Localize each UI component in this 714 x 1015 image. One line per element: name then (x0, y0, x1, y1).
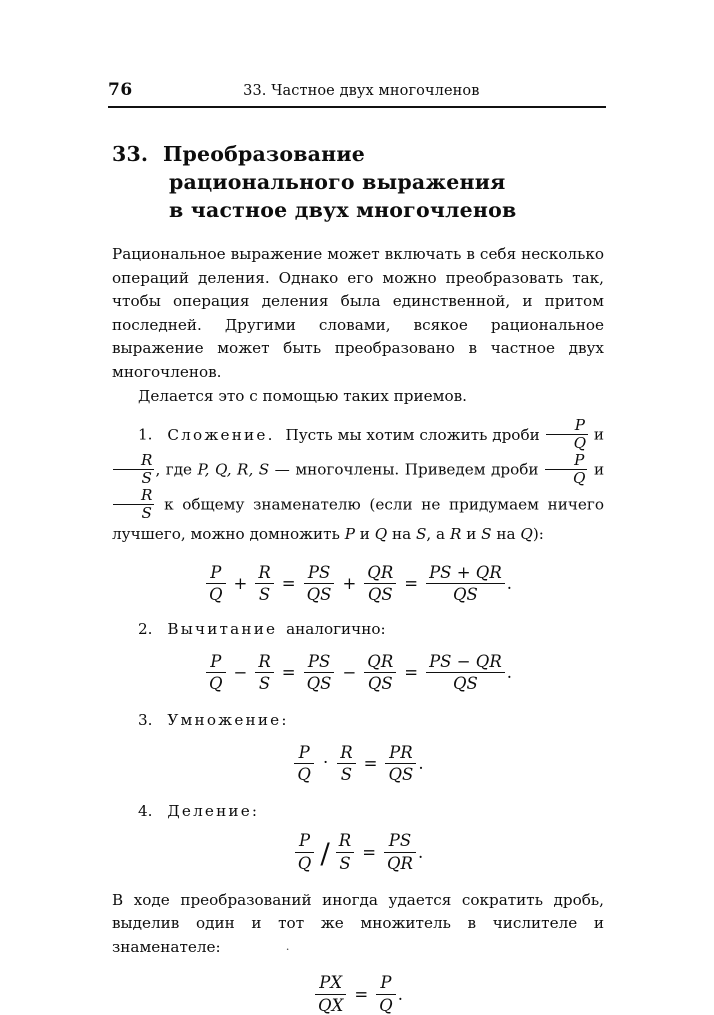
numerator: QR (367, 562, 394, 582)
equation-multiplication (112, 743, 604, 784)
equation-period: . (506, 662, 512, 682)
denominator: QS (304, 672, 335, 693)
plus-operator-2: + (342, 573, 357, 593)
footer-mark: . (286, 938, 290, 953)
item-1-sym-r: R (449, 525, 462, 544)
section-heading-line-1: 33. Преобразование (112, 142, 365, 166)
item-1-sym-q2: Q (520, 525, 533, 544)
section-heading-line-3: в частное двух многочленов (169, 198, 517, 222)
fraction-r-over-s (255, 563, 273, 604)
numerator: P (298, 831, 311, 851)
equation-period: . (418, 753, 424, 773)
division-slash: / (320, 836, 330, 870)
numerator: R (141, 486, 153, 505)
denominator: Q (295, 852, 315, 873)
denominator: QS (304, 583, 335, 604)
numerator: R (258, 562, 271, 582)
denominator: Q (206, 583, 226, 604)
fraction-px-over-qx (315, 973, 346, 1014)
equation-reduction (112, 973, 604, 1014)
fraction-sum-over-qs (426, 563, 505, 604)
minus-operator: − (233, 662, 248, 682)
item-1-number: 1. (138, 425, 153, 444)
plus-operator: + (233, 573, 248, 593)
item-1-keyword: Сложение. (167, 425, 275, 444)
section-heading-line-2: рационального выражения (169, 170, 506, 194)
numerator: PS + QR (429, 562, 502, 582)
fraction-r-over-s (255, 652, 273, 693)
fraction-pr-over-qs (385, 743, 416, 784)
item-1-text-13: , а (426, 525, 446, 544)
header-rule (108, 106, 606, 108)
equals-operator: = (281, 573, 296, 593)
fraction-p-over-q (294, 743, 314, 784)
numerator: PX (319, 973, 343, 993)
denominator: S (336, 852, 354, 873)
item-1-text-5: — многочлены. Приведем дроби (274, 460, 539, 479)
numerator: R (338, 831, 352, 851)
equation-period: . (397, 984, 403, 1004)
page-number: 76 (108, 80, 133, 100)
equals-operator: = (354, 984, 369, 1004)
fraction-diff-over-qs (426, 652, 505, 693)
item-1-sym-s2: S (481, 525, 492, 544)
item-1-text-1: Пусть мы хотим сложить дроби (285, 425, 540, 444)
item-1-sym-s: S (416, 525, 427, 544)
fraction-ps-over-qs-2 (304, 652, 335, 693)
denominator: Q (294, 763, 314, 784)
equation-division (112, 831, 604, 872)
numerator: PS (307, 562, 331, 582)
item-1-text-11: на (391, 525, 412, 544)
denominator: QS (426, 583, 505, 604)
fraction-ps-over-qs-1 (304, 563, 335, 604)
denominator: S (113, 469, 154, 487)
running-head (108, 80, 608, 100)
numerator: P (298, 742, 310, 762)
numerator: PR (389, 742, 413, 762)
paragraph-methods: Делается это с помощью таких приемов. (138, 386, 467, 405)
body-text (112, 243, 604, 1015)
equation-period: . (417, 842, 424, 862)
fraction-qr-over-qs (364, 563, 396, 604)
fraction-p-over-q (295, 831, 315, 872)
denominator: S (337, 763, 355, 784)
item-2-keyword: Вычитание (167, 620, 278, 639)
numerator: PS (307, 651, 331, 671)
minus-operator-2: − (342, 662, 357, 682)
item-3-keyword: Умножение: (167, 710, 289, 729)
denominator: QS (364, 583, 396, 604)
item-1-symbols-list: P, Q, R, S (197, 460, 270, 479)
item-1-sym-q: Q (374, 525, 388, 544)
item-3-number: 3. (138, 710, 153, 729)
fraction-ps-over-qr (384, 831, 416, 872)
numerator: QR (367, 651, 394, 671)
denominator: S (255, 672, 273, 693)
paragraph-intro: Рациональное выражение может включать в себя несколько операций деления. Однако его можно преобразовать так, чтобы операция деления была единственной, и притом последней. Другими словами, всякое рациональное выражение может быть преобразовано в частное двух многочленов. (112, 245, 604, 381)
equals-operator: = (281, 662, 296, 682)
numerator: P (210, 651, 222, 671)
equation-period: . (506, 573, 512, 593)
numerator: R (340, 742, 353, 762)
fraction-r-over-s-inline-2 (113, 487, 154, 522)
fraction-p-over-q (206, 563, 226, 604)
item-1-text-15: и (466, 525, 477, 544)
denominator: Q (546, 434, 588, 452)
denominator: QR (384, 852, 416, 873)
fraction-r-over-s (336, 831, 354, 872)
equals-operator: = (363, 753, 378, 773)
item-1-text-19: ): (532, 525, 544, 544)
item-4-division (112, 800, 604, 824)
equation-addition (112, 563, 604, 604)
item-1-sym-p: P (344, 525, 355, 544)
item-1-text-6: и (593, 460, 605, 479)
item-2-number: 2. (138, 620, 153, 639)
denominator: S (255, 583, 273, 604)
running-head-title: 33. Частное двух многочленов (243, 83, 480, 99)
fraction-qr-over-qs-2 (364, 652, 396, 693)
denominator: Q (206, 672, 226, 693)
multiplication-dot: · (322, 752, 329, 772)
item-2-subtraction (112, 618, 604, 642)
item-4-number: 4. (138, 801, 153, 820)
equals-operator: = (362, 842, 377, 862)
numerator: R (141, 451, 153, 470)
numerator: PS − QR (429, 651, 502, 671)
equation-subtraction (112, 652, 604, 693)
denominator: QS (364, 672, 396, 693)
fraction-p-over-q-inline-2 (545, 452, 587, 487)
item-1-text-9: и (359, 525, 370, 544)
numerator: PS (388, 831, 412, 851)
denominator: S (113, 504, 154, 522)
numerator: P (574, 451, 585, 470)
paragraph-reduction: В ходе преобразований иногда удается сократить дробь, выделив один и тот же множитель в числителе и знаменателе: (112, 890, 604, 956)
fraction-p-over-q-inline-1 (546, 417, 588, 452)
fraction-p-over-q (206, 652, 226, 693)
denominator: Q (545, 469, 587, 487)
equals-operator-2: = (404, 573, 419, 593)
numerator: P (380, 973, 392, 993)
section-heading (112, 140, 612, 224)
numerator: P (574, 416, 585, 435)
item-1-text-2: и (593, 425, 605, 444)
denominator: QX (315, 994, 346, 1015)
item-1-text-7: к общему знаменателю (если не придумаем ничего лучшего, можно домножить (112, 495, 605, 544)
item-1-addition (112, 418, 604, 547)
denominator: Q (376, 994, 396, 1015)
numerator: R (258, 651, 271, 671)
item-4-keyword: Деление: (167, 801, 260, 820)
item-1-text-17: на (496, 525, 516, 544)
equals-operator-3: = (404, 662, 419, 682)
item-2-text: аналогично: (286, 620, 386, 639)
fraction-r-over-s-inline-1 (113, 452, 154, 487)
fraction-r-over-s (337, 743, 355, 784)
fraction-p-over-q (376, 973, 396, 1014)
numerator: P (210, 562, 222, 582)
denominator: QS (385, 763, 416, 784)
denominator: QS (426, 672, 505, 693)
item-3-multiplication (112, 709, 604, 733)
item-1-text-3: , где (155, 460, 193, 479)
